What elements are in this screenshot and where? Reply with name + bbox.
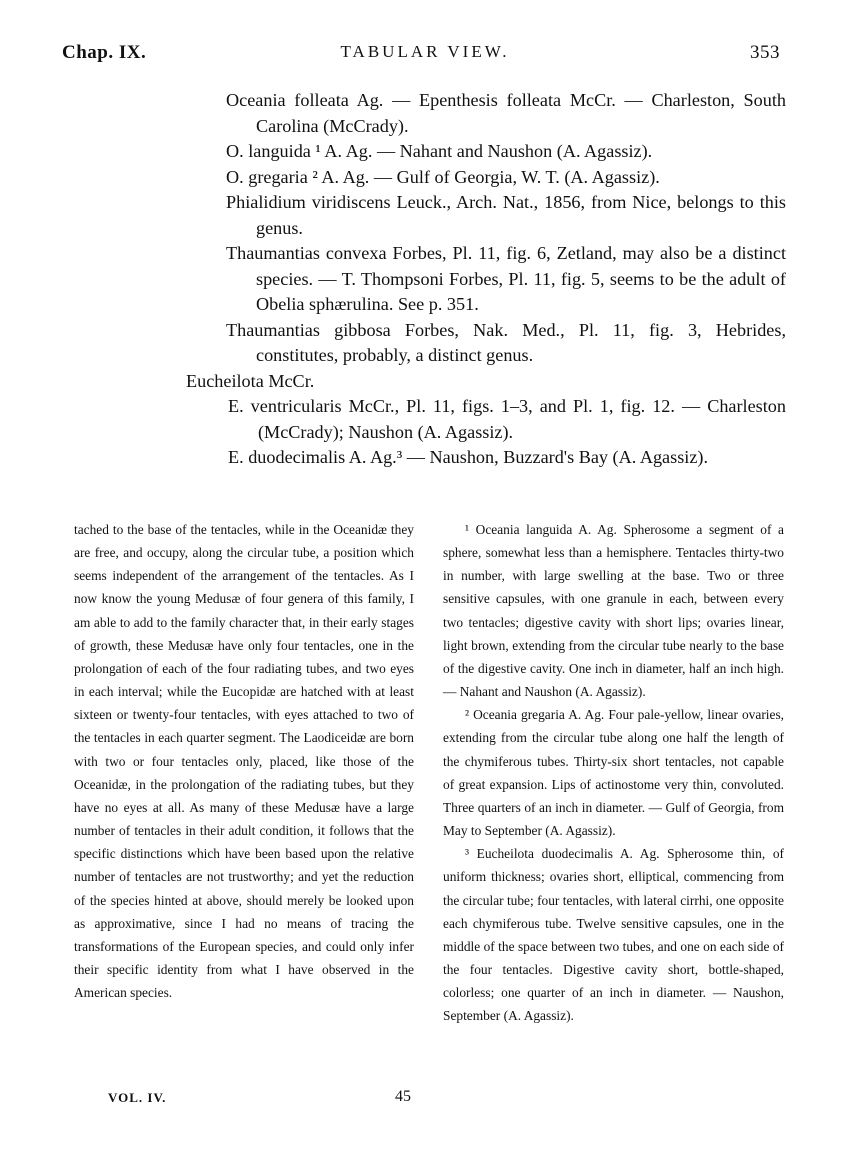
entry-phialidium: Phialidium viridiscens Leuck., Arch. Nat., 1856, from Nice, belongs to this genus. <box>226 192 786 238</box>
page-number: 353 <box>750 42 780 63</box>
running-title: TABULAR VIEW. <box>340 42 510 61</box>
entry-thaumantias-convexa: Thaumantias convexa Forbes, Pl. 11, fig. 6, Zetland, may also be a distinct species. — T. Thompsoni Forbes, Pl. 11, fig. 5, seems to be the adult of Obelia sphærulina. See p. 351. <box>226 243 786 314</box>
entry-e-ventricularis: E. ventricularis McCr., Pl. 11, figs. 1–3, and Pl. 1, fig. 12. — Charleston (McCrady); Naushon (A. Agassiz). <box>228 396 786 442</box>
body-paragraph: tached to the base of the tentacles, while in the Oceanidæ they are free, and occupy, along the circular tube, a position which seems independent of the arrangement of the tentacles. As I now know the young Medusæ of four genera of this family, I am able to add to the family character that, in their early stages of growth, these Medusæ have only four tentacles, one in the prolongation of each of the four radiating tubes, and two eyes in each interval; while the Eucopidæ are hatched with at least sixteen or twenty-four tentacles, with eyes attached to two of the tentacles in each quarter segment. The Laodiceidæ are born with two or four tentacles only, placed, like those of the Oceanidæ, in the prolongation of the radiating tubes, but they have no eyes at all. As many of these Medusæ have a large number of tentacles in their adult condition, it follows that the specific distinctions which have been based upon the relative number of tentacles are not trustworthy; and yet the reduction of the species hinted at above, should merely be looked upon as approximative, since I had no means of tracing the transformations of the European species, and could only infer their specific identity from what I have observed in the American species. <box>74 522 414 1001</box>
entry-thaumantias-gibbosa: Thaumantias gibbosa Forbes, Nak. Med., Pl. 11, fig. 3, Hebrides, constitutes, probably, a distinct genus. <box>226 319 786 365</box>
footnote-3: ³ Eucheilota duodecimalis A. Ag. Spherosome thin, of uniform thickness; ovaries short, elliptical, commencing from the circular tube; four tentacles, with lateral cirrhi, one opposite each chymiferous tube. Twelve sensitive capsules, one in the middle of the space between two tubes, and one on each side of the four tentacles. Digestive cavity short, bottle-shaped, colorless; one quarter of an inch in diameter. — Naushon, September (A. Agassiz). <box>443 846 784 1024</box>
footnote-1: ¹ Oceania languida A. Ag. Spherosome a segment of a sphere, somewhat less than a hemisphere. Tentacles thirty-two in number, with large swelling at the base. Two or three sensitive capsules, with one granule in each, between every two tentacles; digestive cavity with short lips; ovaries linear, light brown, extending from the circular tube nearly to the base of the digestive cavity. One inch in diameter, half an inch high. — Nahant and Naushon (A. Agassiz). <box>443 522 784 700</box>
volume-label: VOL. IV. <box>108 1090 167 1105</box>
entry-oceania-folleata: Oceania folleata Ag. — Epenthesis folleata McCr. — Charleston, South Carolina (McCrady). <box>226 90 786 136</box>
entry-o-gregaria: O. gregaria ² A. Ag. — Gulf of Georgia, W. T. (A. Agassiz). <box>226 166 660 187</box>
tabular-entries <box>0 88 850 471</box>
body-text-column <box>74 518 414 1004</box>
entry-e-duodecimalis: E. duodecimalis A. Ag.³ — Naushon, Buzzard's Bay (A. Agassiz). <box>228 447 709 467</box>
genus-eucheilota: Eucheilota McCr. <box>186 370 315 391</box>
signature-mark: 45 <box>395 1088 411 1105</box>
chapter-label: Chap. IX. <box>62 42 147 63</box>
footnote-2: ² Oceania gregaria A. Ag. Four pale-yellow, linear ovaries, extending from the circular tube along one half the length of the chymiferous tubes. Thirty-six short tentacles, not capable of great expansion. Lips of actinostome very thin, convoluted. Three quarters of an inch in diameter. — Gulf of Georgia, from May to September (A. Agassiz). <box>443 707 784 839</box>
entry-o-languida: O. languida ¹ A. Ag. — Nahant and Naushon (A. Agassiz). <box>226 141 653 161</box>
footnotes-column <box>443 518 784 1027</box>
